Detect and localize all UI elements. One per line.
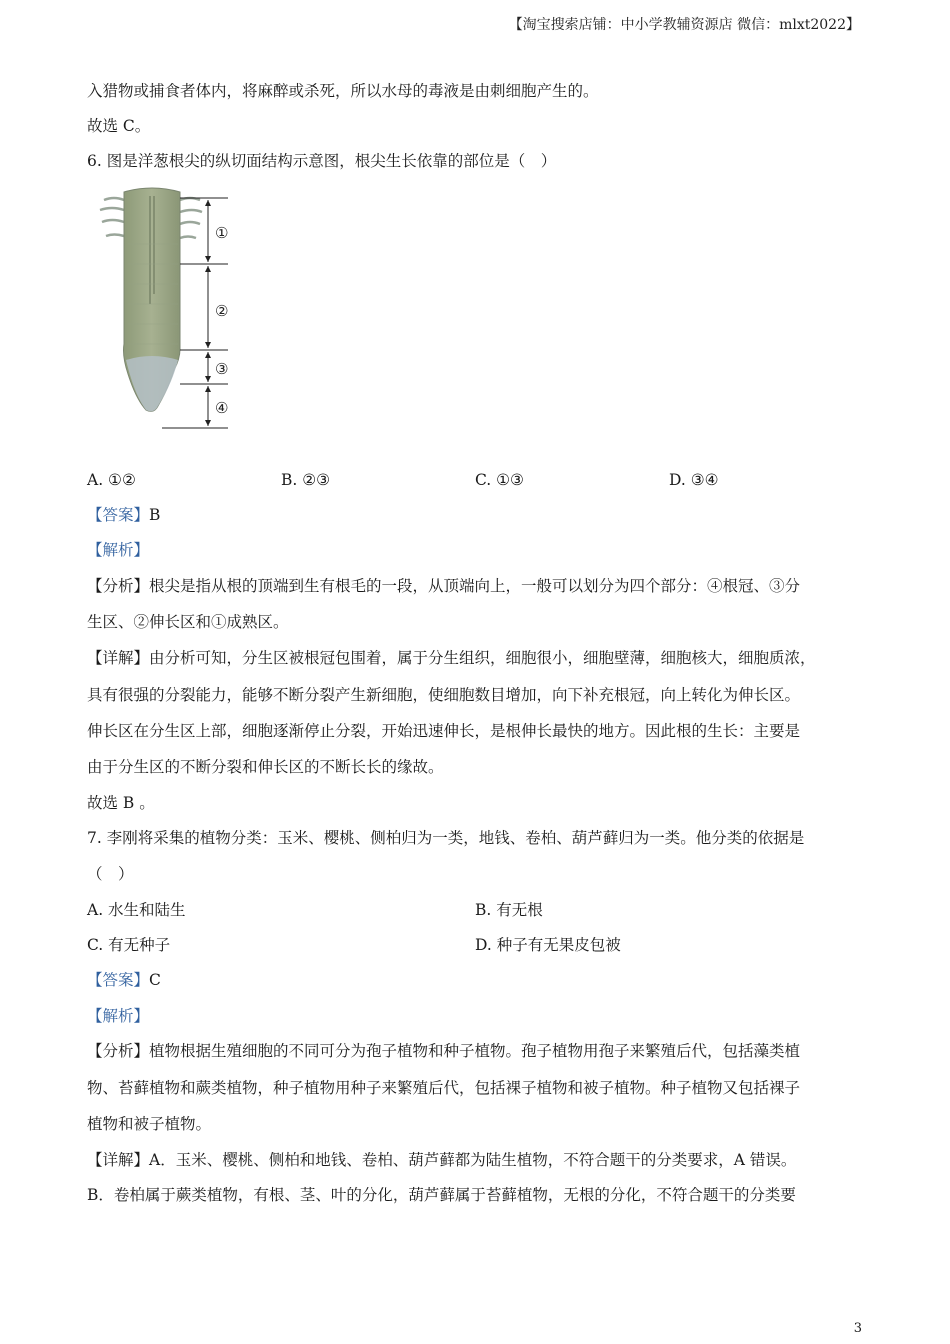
option-b: B. ②③ [281,471,331,489]
xiangjie-tag: 【详解】 [87,649,150,667]
answer-line [87,969,161,991]
label-2: ② [215,302,229,320]
answer-value: B [149,506,161,524]
label-3: ③ [215,360,229,378]
answer-value: C [149,971,161,989]
option-c: C. ①③ [475,471,524,489]
xiangjie-line-2: B．卷柏属于蕨类植物，有根、茎、叶的分化，葫芦藓属于苔藓植物，无根的分化，不符合题干的分类要 [87,1186,796,1204]
answer-line [87,504,160,526]
answer-tag: 【答案】 [87,971,150,989]
text-line: 入猎物或捕食者体内，将麻醉或杀死，所以水母的毒液是由刺细胞产生的。 [87,82,599,100]
page-header: 【淘宝搜索店铺：中小学教辅资源店 微信：mlxt2022】 [508,17,860,33]
xiangjie-line [87,1149,796,1171]
xiangjie-text: A．玉米、樱桃、侧柏和地钱、卷柏、葫芦藓都为陆生植物，不符合题干的分类要求，A 错误。 [149,1151,797,1169]
label-4: ④ [215,399,229,417]
option-d: D. 种子有无果皮包被 [475,936,621,954]
root-cap [126,356,178,411]
question-7-stem: 7. 李刚将采集的植物分类：玉米、樱桃、侧柏归为一类，地钱、卷柏、葫芦藓归为一类。他分类的依据是 [87,829,805,847]
option-b: B. 有无根 [475,901,543,919]
fenxi-line-2: 生区、②伸长区和①成熟区。 [87,613,289,631]
answer-tag: 【答案】 [87,506,150,524]
option-d: D. ③④ [669,471,719,489]
analysis-tag: 【解析】 [87,541,150,559]
xiangjie-line-3: 伸长区在分生区上部，细胞逐渐停止分裂，开始迅速伸长，是根伸长最快的地方。因此根的生长：主要是 [87,722,801,740]
xiangjie-tag: 【详解】 [87,1151,150,1169]
label-1: ① [215,224,229,242]
fenxi-tag: 【分析】 [87,577,150,595]
fenxi-line [87,575,800,597]
analysis-tag: 【解析】 [87,1007,150,1025]
fenxi-line-2: 物、苔藓植物和蕨类植物，种子植物用种子来繁殖后代，包括裸子植物和被子植物。种子植物又包括裸子 [87,1079,801,1097]
xiangjie-text: 由分析可知，分生区被根冠包围着，属于分生组织，细胞很小，细胞壁薄，细胞核大，细胞质浓， [149,649,816,667]
conclusion: 故选 C。 [87,117,151,135]
option-a: A. 水生和陆生 [87,901,186,919]
fenxi-tag: 【分析】 [87,1042,150,1060]
fenxi-text: 根尖是指从根的顶端到生有根毛的一段，从顶端向上，一般可以划分为四个部分：④根冠、③分 [149,577,801,595]
fenxi-text: 植物根据生殖细胞的不同可分为孢子植物和种子植物。孢子植物用孢子来繁殖后代，包括藻类植 [149,1042,801,1060]
onion-root-tip-figure [96,184,236,434]
option-c: C. 有无种子 [87,936,171,954]
fenxi-line [87,1040,800,1062]
conclusion-6: 故选 B 。 [87,794,155,812]
page-number: 3 [853,1321,862,1336]
option-a: A. ①② [87,471,136,489]
xiangjie-line [87,647,816,669]
xiangjie-line-4: 由于分生区的不断分裂和伸长区的不断长长的缘故。 [87,758,444,776]
question-6-stem: 6. 图是洋葱根尖的纵切面结构示意图，根尖生长依靠的部位是（ ） [87,152,557,170]
question-7-stem-2: （ ） [87,865,134,883]
fenxi-line-3: 植物和被子植物。 [87,1115,212,1133]
xiangjie-line-2: 具有很强的分裂能力，能够不断分裂产生新细胞，使细胞数目增加，向下补充根冠，向上转化为伸长区。 [87,686,801,704]
